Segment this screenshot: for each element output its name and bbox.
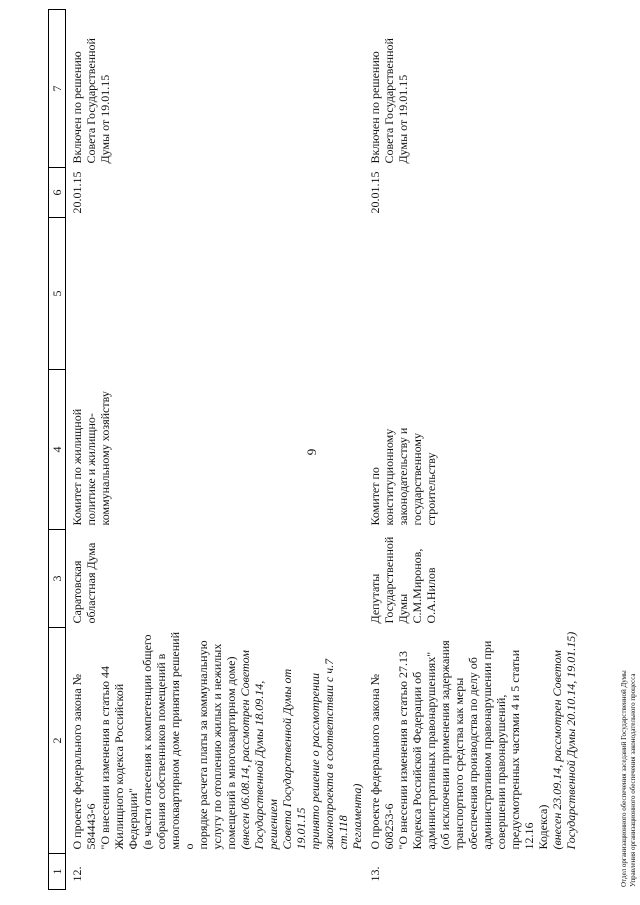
title-line: транспортного средства как меры — [452, 677, 466, 850]
header-col-2: 2 — [49, 628, 66, 854]
date: 20.01.15 — [70, 171, 84, 214]
title-line: Кодекса Российской Федерации об — [410, 671, 424, 850]
header-col-5: 5 — [49, 218, 66, 370]
committee: Комитет по конституционному законодательству и государственному строительству — [368, 427, 438, 526]
title-line: административных правонарушениях" — [424, 651, 438, 850]
bill-description — [364, 628, 578, 854]
note-line: (внесен 23.09.14, рассмотрен Советом — [550, 650, 564, 850]
table-row — [66, 10, 365, 890]
header-row — [49, 10, 66, 890]
footer-notes — [620, 670, 638, 887]
row-number: 12. — [70, 866, 84, 882]
note-line: принято решение о рассмотрении — [308, 673, 322, 850]
title-line: помещений в многоквартирном доме) — [224, 656, 238, 850]
title-line: услугу по отоплению жилых и нежилых — [210, 643, 224, 850]
title-line: "О внесении изменения в статью 44 — [98, 666, 112, 850]
title-line: О проекте федерального закона № 608253-6 — [368, 673, 396, 850]
title-line: (об исключении применения задержания — [438, 640, 452, 850]
row-number: 13. — [368, 866, 382, 882]
col5-value — [364, 218, 578, 370]
note-line: (внесен 06.08.14, рассмотрен Советом — [238, 650, 252, 850]
header-col-7: 7 — [49, 10, 66, 168]
note-line: законопроекта в соответствии с ч.7 ст.118 — [322, 658, 350, 850]
header-col-3: 3 — [49, 530, 66, 628]
bill-description — [66, 628, 365, 854]
title-line: совершении правонарушений, — [494, 694, 508, 850]
header-col-4: 4 — [49, 370, 66, 530]
title-line: Кодекса) — [536, 804, 550, 850]
agenda-table — [48, 9, 578, 890]
title-line: обеспечения производства по делу об — [466, 657, 480, 850]
title-line: порядке расчета платы за коммунальную — [196, 640, 210, 850]
note-line: Регламента) — [350, 783, 364, 850]
initiator: Саратовская областная Дума — [70, 542, 98, 624]
committee: Комитет по жилищной политике и жилищно-коммунальному хозяйству — [70, 391, 112, 526]
status: Включен по решению Совета Государственной Думы от 19.01.15 — [70, 38, 112, 164]
page-number: 9 — [304, 448, 319, 456]
initiator: Депутаты Государственной Думы С.М.Миронов, О.А.Нилов — [368, 536, 438, 624]
title-line: О проекте федерального закона № 584443-6 — [70, 673, 98, 850]
note-line: Государственной Думы 18.09.14, решением — [252, 680, 280, 850]
header-col-1: 1 — [49, 854, 66, 890]
title-line: многоквартирном доме принятия решений о — [168, 631, 196, 850]
title-line: "О внесении изменения в статью 27.13 — [396, 651, 410, 850]
footer-line-2: Управления организационного обеспечения законодательного процесса — [629, 673, 637, 887]
title-line: (в части отнесения к компетенции общего — [140, 634, 154, 850]
title-line: предусмотренных частями 4 и 5 статьи 12.16 — [508, 649, 536, 850]
title-line: Жилищного кодекса Российской Федерации" — [112, 683, 140, 850]
note-line: Совета Государственной Думы от 19.01.15 — [280, 668, 308, 850]
footer-line-1: Отдел организационного обеспечения заседаний Государственной Думы — [620, 670, 628, 887]
title-line: собрания собственников помещений в — [154, 653, 168, 850]
title-line: административном правонарушении при — [480, 640, 494, 850]
table-row — [364, 10, 578, 890]
header-col-6: 6 — [49, 168, 66, 218]
date: 20.01.15 — [368, 171, 382, 214]
note-line: Государственной Думы 20.10.14, 19.01.15) — [564, 631, 578, 850]
status: Включен по решению Совета Государственной Думы от 19.01.15 — [368, 38, 410, 164]
col5-value — [66, 218, 365, 370]
